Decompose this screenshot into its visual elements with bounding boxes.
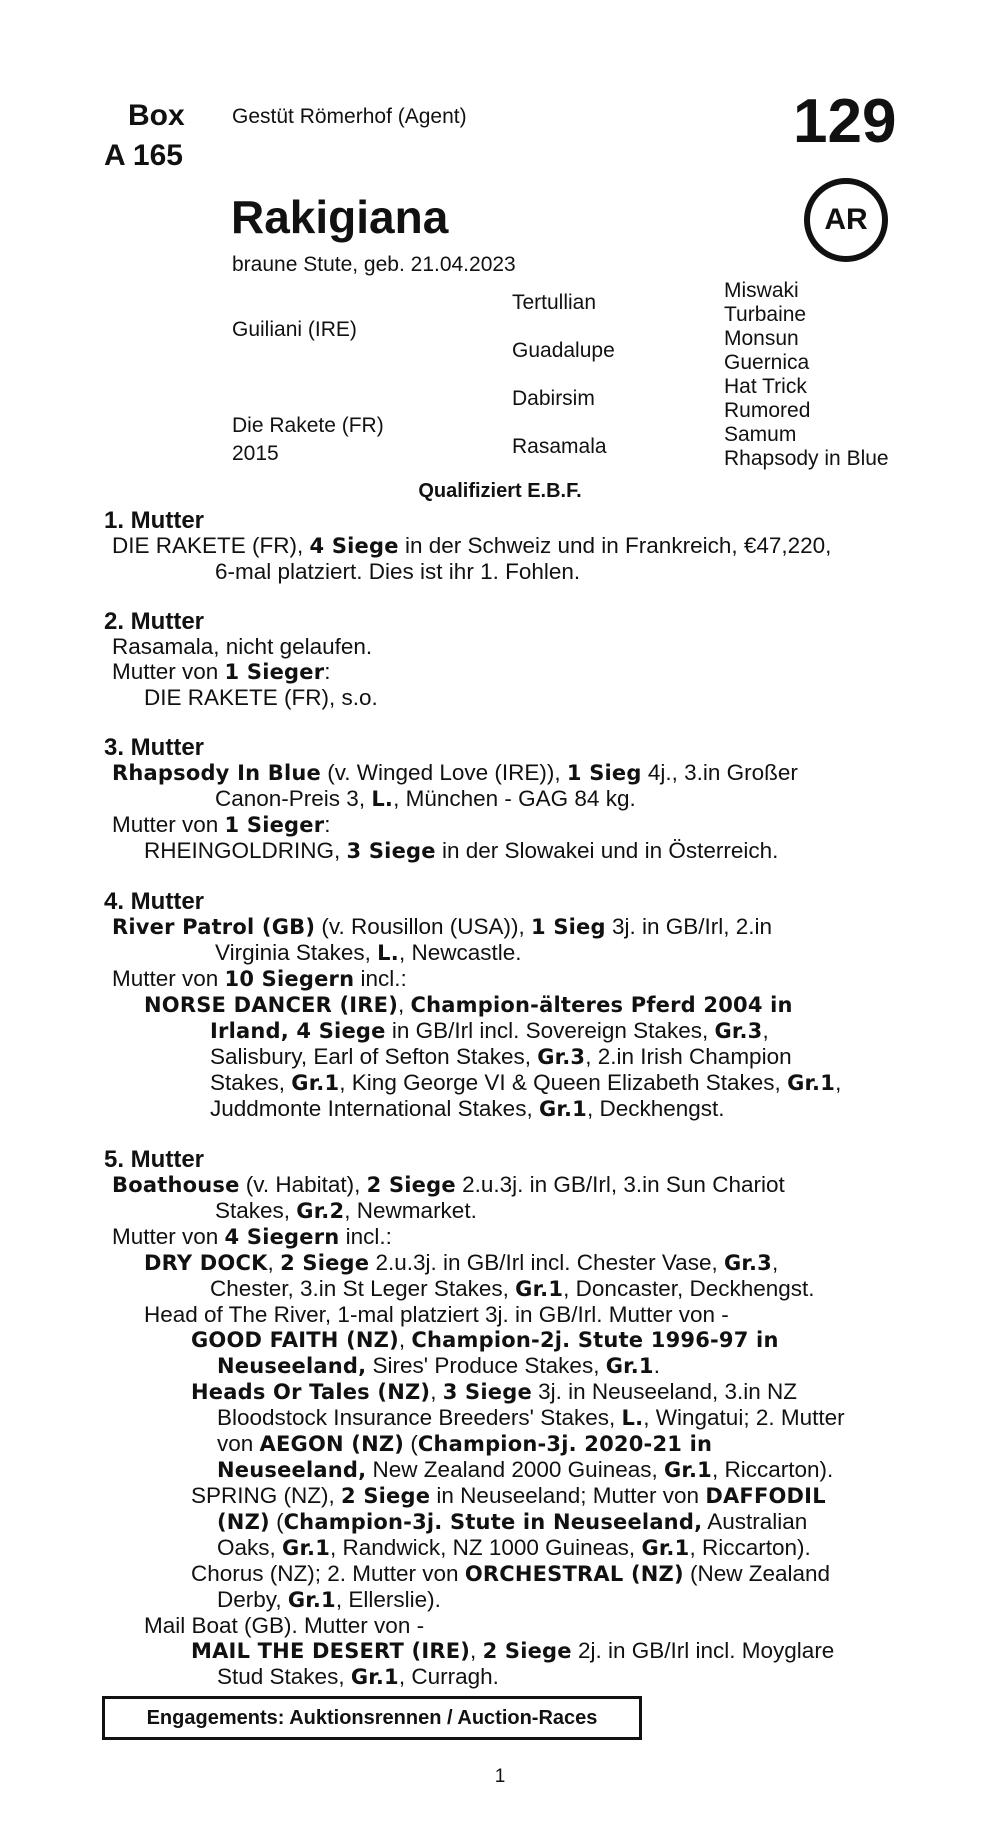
- catalogue-line: [0, 760, 1000, 786]
- engagements-box: [102, 1696, 642, 1740]
- catalogue-line: [0, 1353, 1000, 1379]
- catalogue-line: [0, 1018, 1000, 1044]
- text: DIE RAKETE (FR), s.o.: [144, 685, 378, 710]
- text-bold: NORSE DANCER (IRE): [144, 993, 399, 1017]
- text: Chester, 3.in St Leger Stakes,: [210, 1276, 516, 1301]
- text: (v. Winged Love (IRE)),: [320, 760, 567, 785]
- text-bold: Boathouse: [112, 1173, 240, 1197]
- text-bold: River Patrol (GB): [112, 915, 316, 939]
- section-heading: 4. Mutter: [104, 888, 205, 915]
- text: Mail Boat (GB). Mutter von -: [144, 1613, 425, 1638]
- text-bold: AEGON (NZ): [259, 1432, 405, 1456]
- text-bold: Gr.1: [787, 1071, 836, 1095]
- qualification: Qualifiziert E.B.F.: [418, 480, 582, 502]
- catalogue-line: [0, 1250, 1000, 1276]
- text: in der Slowakei und in Österreich.: [435, 838, 779, 863]
- text: Canon-Preis 3,: [215, 786, 372, 811]
- text-bold: Gr.3: [537, 1045, 586, 1069]
- text: Mutter von: [112, 659, 225, 684]
- text-bold: L.: [371, 787, 394, 811]
- catalogue-body: [0, 508, 1000, 1690]
- text: Virginia Stakes,: [215, 940, 378, 965]
- text: Oaks,: [217, 1535, 283, 1560]
- text-bold: 1 Sieger: [224, 660, 325, 684]
- text-bold: Gr.1: [282, 1536, 331, 1560]
- text: Juddmonte International Stakes,: [210, 1096, 539, 1121]
- text: Sires' Produce Stakes,: [366, 1353, 606, 1378]
- catalogue-line: [0, 1483, 1000, 1509]
- pedigree-sire: Guiliani (IRE): [232, 318, 357, 341]
- catalogue-line: [0, 1096, 1000, 1122]
- text-bold: 1 Sieger: [224, 813, 325, 837]
- section-heading: 3. Mutter: [104, 734, 205, 761]
- text: Australian: [702, 1509, 808, 1534]
- catalogue-line: [0, 1379, 1000, 1405]
- text: von: [217, 1431, 260, 1456]
- catalogue-line: [0, 1327, 1000, 1353]
- text: 4j., 3.in Großer: [641, 760, 798, 785]
- pedigree-sire-dam: Guadalupe: [512, 339, 615, 362]
- text-bold: Champion-älteres Pferd 2004 in: [410, 993, 793, 1017]
- text: ,: [267, 1250, 281, 1275]
- great-grandparent: Monsun: [724, 327, 799, 350]
- catalogue-line: [0, 1224, 1000, 1250]
- great-grandparent: Hat Trick: [724, 375, 807, 398]
- text: 2.u.3j. in GB/Irl incl. Chester Vase,: [369, 1250, 724, 1275]
- text: Mutter von: [112, 812, 225, 837]
- text: Salisbury, Earl of Sefton Stakes,: [210, 1044, 538, 1069]
- text-bold: ORCHESTRAL (NZ): [464, 1562, 684, 1586]
- text-bold: 2 Siege: [341, 1484, 431, 1508]
- engagements-label: Engagements: Auktionsrennen / Auction-Races: [146, 1706, 598, 1729]
- text: ,: [398, 992, 411, 1017]
- text: .: [653, 1353, 660, 1378]
- text: in der Schweiz und in Frankreich, €47,220,: [398, 533, 832, 558]
- page-number: 1: [494, 1766, 506, 1787]
- text: Bloodstock Insurance Breeders' Stakes,: [217, 1405, 622, 1430]
- text-bold: Gr.3: [714, 1019, 763, 1043]
- text: RHEINGOLDRING,: [144, 838, 347, 863]
- text: 6-mal platziert. Dies ist ihr 1. Fohlen.: [215, 559, 581, 584]
- text: Stakes,: [210, 1070, 292, 1095]
- text-bold: 2 Siege: [482, 1639, 572, 1663]
- text-bold: Gr.1: [350, 1665, 399, 1689]
- great-grandparent: Rumored: [724, 399, 811, 422]
- text-bold: Rhapsody In Blue: [112, 761, 321, 785]
- pedigree-great-grandparents: [724, 279, 889, 471]
- text: Stud Stakes,: [217, 1664, 351, 1689]
- section-heading: 2. Mutter: [104, 608, 205, 635]
- text: DIE RAKETE (FR),: [112, 533, 310, 558]
- text: ,: [470, 1638, 483, 1663]
- text-bold: Neuseeland,: [217, 1458, 367, 1482]
- pedigree-dam: Die Rakete (FR): [232, 414, 384, 437]
- pedigree-dam-year: 2015: [232, 442, 279, 465]
- text-bold: Gr.3: [723, 1251, 772, 1275]
- text: (: [269, 1509, 284, 1534]
- text-bold: 10 Siegern: [224, 967, 355, 991]
- great-grandparent: Samum: [724, 423, 797, 446]
- text: ,: [762, 1018, 769, 1043]
- text-bold: Irland, 4 Siege: [210, 1019, 386, 1043]
- catalogue-line: [0, 1457, 1000, 1483]
- ar-badge-label: AR: [824, 203, 868, 236]
- consignor: Gestüt Römerhof (Agent): [232, 105, 467, 128]
- catalogue-line: [0, 685, 1000, 710]
- text: , Curragh.: [398, 1664, 499, 1689]
- text: Head of The River, 1-mal platziert 3j. in GB/Irl. Mutter von -: [144, 1302, 729, 1327]
- text-bold: DRY DOCK: [144, 1251, 268, 1275]
- catalogue-line: [0, 966, 1000, 992]
- text-bold: GOOD FAITH (NZ): [191, 1328, 399, 1352]
- text-bold: 4 Siegern: [224, 1225, 340, 1249]
- text-bold: Gr.1: [663, 1458, 712, 1482]
- catalogue-line: [0, 1664, 1000, 1690]
- text-bold: Gr.1: [291, 1071, 340, 1095]
- text: , Randwick, NZ 1000 Guineas,: [330, 1535, 642, 1560]
- text: ,: [430, 1379, 443, 1404]
- text: in Neuseeland; Mutter von: [430, 1483, 706, 1508]
- text-bold: 2 Siege: [280, 1251, 370, 1275]
- text: , Newmarket.: [344, 1198, 477, 1223]
- text: Mutter von: [112, 966, 225, 991]
- section-heading: 1. Mutter: [104, 507, 205, 534]
- great-grandparent: Rhapsody in Blue: [724, 447, 889, 470]
- catalogue-line: [0, 533, 1000, 559]
- catalogue-line: [0, 1561, 1000, 1587]
- text: (: [404, 1431, 418, 1456]
- catalogue-line: [0, 1638, 1000, 1664]
- text-bold: L.: [621, 1406, 644, 1430]
- catalogue-line: [0, 1405, 1000, 1431]
- catalogue-line: [0, 838, 1000, 864]
- catalogue-line: [0, 1198, 1000, 1224]
- text-bold: MAIL THE DESERT (IRE): [191, 1639, 471, 1663]
- text: , München - GAG 84 kg.: [393, 786, 636, 811]
- section-heading: 5. Mutter: [104, 1146, 205, 1173]
- catalogue-line: [0, 1302, 1000, 1327]
- text-bold: Gr.2: [296, 1199, 345, 1223]
- great-grandparent: Miswaki: [724, 279, 799, 302]
- text-bold: Gr.1: [605, 1354, 654, 1378]
- catalogue-line: [0, 659, 1000, 685]
- text-bold: 1 Sieg: [531, 915, 606, 939]
- text: 2j. in GB/Irl incl. Moyglare: [571, 1638, 835, 1663]
- text: , Newcastle.: [398, 940, 522, 965]
- text-bold: 4 Siege: [309, 534, 399, 558]
- catalogue-line: [0, 1172, 1000, 1198]
- text: , 2.in Irish Champion: [585, 1044, 792, 1069]
- catalogue-line: [0, 1070, 1000, 1096]
- text-bold: 2 Siege: [366, 1173, 456, 1197]
- text: ,: [771, 1250, 779, 1275]
- text: (New Zealand: [683, 1561, 831, 1586]
- text: New Zealand 2000 Guineas,: [366, 1457, 664, 1482]
- text: , Riccarton).: [689, 1535, 811, 1560]
- catalogue-line: [0, 786, 1000, 812]
- text: , King George VI & Queen Elizabeth Stakes,: [339, 1070, 788, 1095]
- text-bold: DAFFODIL: [705, 1484, 826, 1508]
- text: (v. Habitat),: [239, 1172, 367, 1197]
- text: , Deckhengst.: [586, 1096, 725, 1121]
- text: :: [324, 659, 331, 684]
- great-grandparent: Guernica: [724, 351, 810, 374]
- text-bold: Champion-3j. Stute in Neuseeland,: [283, 1510, 703, 1534]
- text: in GB/Irl incl. Sovereign Stakes,: [385, 1018, 715, 1043]
- text: :: [324, 812, 331, 837]
- text: ,: [398, 1327, 412, 1352]
- great-grandparent: Turbaine: [724, 303, 807, 326]
- horse-description: braune Stute, geb. 21.04.2023: [232, 253, 516, 276]
- text: , Riccarton).: [711, 1457, 834, 1482]
- text: , Wingatui; 2. Mutter: [643, 1405, 845, 1430]
- text: (v. Rousillon (USA)),: [315, 914, 532, 939]
- text: SPRING (NZ),: [191, 1483, 341, 1508]
- text: incl.:: [354, 966, 407, 991]
- text-bold: Gr.1: [538, 1097, 587, 1121]
- text-bold: Gr.1: [641, 1536, 690, 1560]
- pedigree-dam-dam: Rasamala: [512, 435, 607, 458]
- text-bold: L.: [377, 941, 399, 965]
- pedigree-sire-sire: Tertullian: [512, 291, 597, 314]
- horse-name: Rakigiana: [231, 191, 449, 243]
- catalogue-line: [0, 1587, 1000, 1613]
- text: , Doncaster, Deckhengst.: [563, 1276, 815, 1301]
- text: Derby,: [217, 1587, 288, 1612]
- text: Stakes,: [215, 1198, 297, 1223]
- catalogue-line: [0, 1535, 1000, 1561]
- catalogue-line: [0, 940, 1000, 966]
- catalogue-line: [0, 812, 1000, 838]
- text-bold: 3 Siege: [346, 839, 436, 863]
- text: incl.:: [339, 1224, 392, 1249]
- catalogue-line: [0, 1431, 1000, 1457]
- text: 2.u.3j. in GB/Irl, 3.in Sun Chariot: [455, 1172, 785, 1197]
- text: Chorus (NZ); 2. Mutter von: [191, 1561, 465, 1586]
- text: , Ellerslie).: [335, 1587, 441, 1612]
- text-bold: Champion-3j. 2020-21 in: [417, 1432, 713, 1456]
- lot-number: 129: [793, 87, 897, 156]
- catalogue-line: [0, 1509, 1000, 1535]
- text: 3j. in GB/Irl, 2.in: [605, 914, 773, 939]
- text-bold: Heads Or Tales (NZ): [191, 1380, 431, 1404]
- text: ,: [835, 1070, 842, 1095]
- ar-badge: [804, 178, 888, 262]
- text-bold: 1 Sieg: [566, 761, 642, 785]
- text-bold: Gr.1: [287, 1588, 336, 1612]
- text: Rasamala, nicht gelaufen.: [112, 634, 373, 659]
- text: 3j. in Neuseeland, 3.in NZ: [531, 1379, 798, 1404]
- text: Mutter von: [112, 1224, 225, 1249]
- catalogue-line: [0, 992, 1000, 1018]
- catalogue-line: [0, 914, 1000, 940]
- box-number: A 165: [104, 139, 183, 172]
- text-bold: 3 Siege: [442, 1380, 532, 1404]
- box-label: Box: [128, 99, 185, 132]
- text-bold: Gr.1: [515, 1277, 564, 1301]
- text-bold: Champion-2j. Stute 1996-97 in: [411, 1328, 779, 1352]
- text-bold: Neuseeland,: [217, 1354, 367, 1378]
- pedigree-dam-sire: Dabirsim: [512, 387, 595, 410]
- catalogue-line: [0, 1276, 1000, 1302]
- catalogue-line: [0, 1044, 1000, 1070]
- catalogue-line: [0, 1613, 1000, 1638]
- catalogue-line: [0, 559, 1000, 584]
- catalogue-line: [0, 634, 1000, 659]
- text-bold: (NZ): [217, 1510, 270, 1534]
